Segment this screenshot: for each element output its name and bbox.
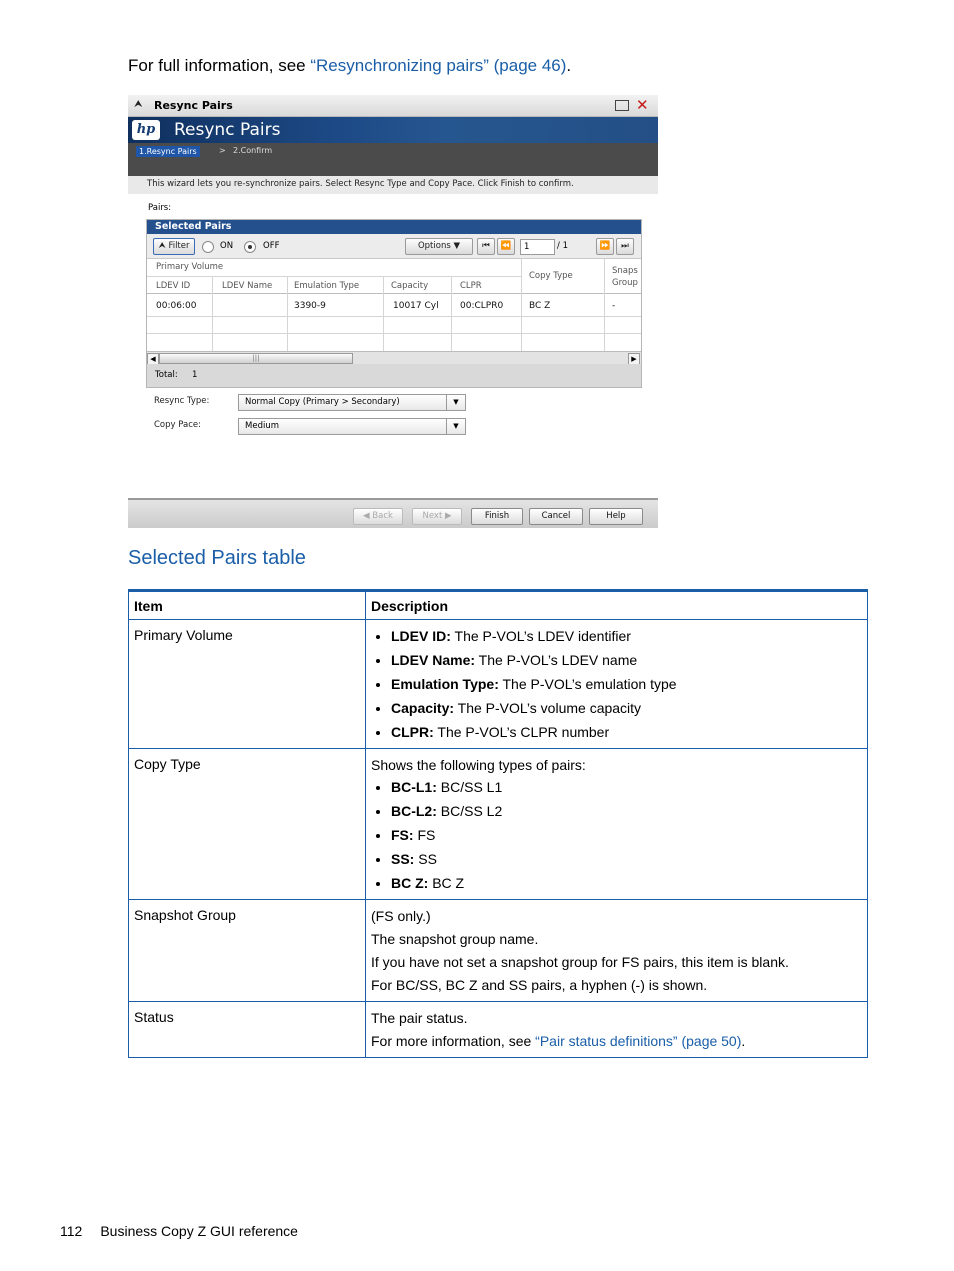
list-item: • CLPR: The P-VOL’s CLPR number <box>391 723 862 741</box>
header-item: Item <box>129 591 366 620</box>
page-footer <box>60 1223 298 1239</box>
scroll-thumb[interactable]: ||| <box>159 353 353 364</box>
item-snapshot-group: Snapshot Group <box>129 900 366 1002</box>
scroll-right-icon[interactable]: ▶ <box>628 353 640 365</box>
item-primary-volume: Primary Volume <box>129 620 366 749</box>
help-button[interactable]: Help <box>589 508 643 525</box>
col-snapshot-group-line2: Group <box>612 278 638 288</box>
instructions-bar <box>128 176 658 194</box>
col-copy-type[interactable]: Copy Type <box>529 271 573 281</box>
panel-header <box>147 220 641 234</box>
next-arrow-icon: ▶ <box>444 511 452 521</box>
intro-text: For full information, see “Resynchronizing pairs” (page 46). <box>128 56 572 75</box>
scroll-left-icon[interactable]: ◀ <box>147 353 159 365</box>
window-title: Resync Pairs <box>154 99 233 112</box>
description-copy-type: Shows the following types of pairs: • BC-L1: BC/SS L1 • BC-L2: BC/SS L2 • FS: FS • SS: SS • BC Z: BC Z <box>366 749 868 900</box>
finish-button[interactable]: Finish <box>471 508 523 525</box>
item-copy-type: Copy Type <box>129 749 366 900</box>
filter-button[interactable]: ⮝ Filter <box>153 238 195 255</box>
list-item: • BC-L2: BC/SS L2 <box>391 802 862 820</box>
item-status: Status <box>129 1002 366 1058</box>
collapse-icon[interactable]: ⮝ <box>134 99 143 110</box>
filter-on-label: ON <box>220 241 234 251</box>
prev-page-icon: ⏪ <box>500 241 512 251</box>
cell-copy-type: BC Z <box>529 301 551 311</box>
total-label: Total: <box>155 370 178 380</box>
maximize-icon[interactable] <box>615 100 629 111</box>
selected-pairs-reference-table <box>128 589 868 1058</box>
col-emulation-type[interactable]: Emulation Type <box>294 281 360 291</box>
wizard-footer <box>128 498 658 528</box>
hp-logo: hp <box>132 120 160 140</box>
cell-ldev-id: 00:06:00 <box>156 301 197 311</box>
dropdown-arrow-icon: ▼ <box>446 419 465 434</box>
description-snapshot-group: (FS only.) The snapshot group name. If you have not set a snapshot group for FS pairs, this item is blank. For BC/SS, BC Z and SS pairs, a hyphen (-) is shown. <box>366 900 868 1002</box>
list-item: • BC Z: BC Z <box>391 874 862 892</box>
page-number-input[interactable]: 1 <box>520 239 555 255</box>
prev-page-button[interactable] <box>497 238 515 255</box>
filter-icon: ⮝ <box>158 241 166 251</box>
list-item: • Emulation Type: The P-VOL’s emulation type <box>391 675 862 693</box>
back-arrow-icon: ◀ <box>363 511 370 521</box>
col-capacity[interactable]: Capacity <box>391 281 429 291</box>
pairs-label: Pairs: <box>148 203 172 213</box>
first-page-button[interactable] <box>477 238 495 255</box>
cell-snapshot-group: - <box>612 301 616 311</box>
cell-capacity: 10017 Cyl <box>393 301 439 311</box>
table-row <box>129 1002 868 1058</box>
cancel-button[interactable]: Cancel <box>529 508 583 525</box>
list-item: • LDEV ID: The P-VOL’s LDEV identifier <box>391 627 862 645</box>
col-ldev-name[interactable]: LDEV Name <box>222 281 273 291</box>
resync-type-label: Resync Type: <box>154 396 210 406</box>
table-row <box>129 900 868 1002</box>
list-item: • LDEV Name: The P-VOL’s LDEV name <box>391 651 862 669</box>
back-button[interactable]: ◀ Back <box>353 508 403 525</box>
table-row <box>129 620 868 749</box>
description-primary-volume <box>366 620 868 749</box>
copy-pace-label: Copy Pace: <box>154 420 201 430</box>
resync-type-select[interactable]: Normal Copy (Primary > Secondary) ▼ <box>238 394 466 411</box>
banner-title: Resync Pairs <box>174 120 281 140</box>
section-title: Selected Pairs table <box>128 547 306 569</box>
close-icon[interactable]: ✕ <box>636 96 649 114</box>
col-clpr[interactable]: CLPR <box>460 281 482 291</box>
last-page-icon: ⏭ <box>621 241 629 251</box>
window-titlebar <box>128 95 658 117</box>
step-resync-pairs: 1.Resync Pairs <box>136 146 200 157</box>
col-snapshot-group-line1[interactable]: Snaps <box>612 266 638 276</box>
resynchronizing-pairs-link[interactable]: “Resynchronizing pairs” (page 46) <box>310 56 567 75</box>
cell-emulation-type: 3390-9 <box>294 301 326 311</box>
options-button[interactable]: Options ▼ <box>405 238 473 255</box>
total-bar <box>147 364 641 387</box>
filter-on-radio[interactable] <box>202 241 214 253</box>
page-number: 112 <box>60 1223 83 1239</box>
step-separator: > <box>219 146 226 155</box>
list-item: • SS: SS <box>391 850 862 868</box>
next-button[interactable]: Next ▶ <box>412 508 462 525</box>
header-description: Description <box>366 591 868 620</box>
dropdown-arrow-icon: ▼ <box>453 241 461 251</box>
panel-title: Selected Pairs <box>155 221 232 232</box>
next-page-icon: ⏩ <box>599 241 611 251</box>
pairs-grid <box>147 259 641 351</box>
table-row <box>129 749 868 900</box>
col-ldev-id[interactable]: LDEV ID <box>156 281 191 291</box>
last-page-button[interactable] <box>616 238 634 255</box>
description-status: The pair status. For more information, see “Pair status definitions” (page 50). <box>366 1002 868 1058</box>
selected-pairs-panel <box>146 219 642 388</box>
step-confirm: 2.Confirm <box>233 146 273 155</box>
pair-status-definitions-link[interactable]: “Pair status definitions” (page 50) <box>535 1033 742 1049</box>
first-page-icon: ⏮ <box>482 241 490 251</box>
filter-off-radio[interactable] <box>244 241 256 253</box>
instructions-text: This wizard lets you re-synchronize pairs. Select Resync Type and Copy Pace. Click Finish to confirm. <box>147 179 574 189</box>
copy-pace-select[interactable]: Medium ▼ <box>238 418 466 435</box>
total-value: 1 <box>192 370 198 380</box>
list-item: • BC-L1: BC/SS L1 <box>391 778 862 796</box>
next-page-button[interactable] <box>596 238 614 255</box>
dropdown-arrow-icon: ▼ <box>446 395 465 410</box>
wizard-steps <box>128 143 658 176</box>
list-item: • Capacity: The P-VOL’s volume capacity <box>391 699 862 717</box>
pairs-toolbar <box>147 234 641 259</box>
cell-clpr: 00:CLPR0 <box>460 301 504 311</box>
horizontal-scrollbar[interactable] <box>147 351 641 364</box>
primary-volume-group-header: Primary Volume <box>156 262 224 272</box>
footer-section-title: Business Copy Z GUI reference <box>100 1223 298 1239</box>
dialog-banner <box>128 117 658 143</box>
resync-pairs-screenshot <box>128 95 658 528</box>
filter-off-label: OFF <box>263 241 280 251</box>
page-total: / 1 <box>557 241 568 251</box>
list-item: • FS: FS <box>391 826 862 844</box>
